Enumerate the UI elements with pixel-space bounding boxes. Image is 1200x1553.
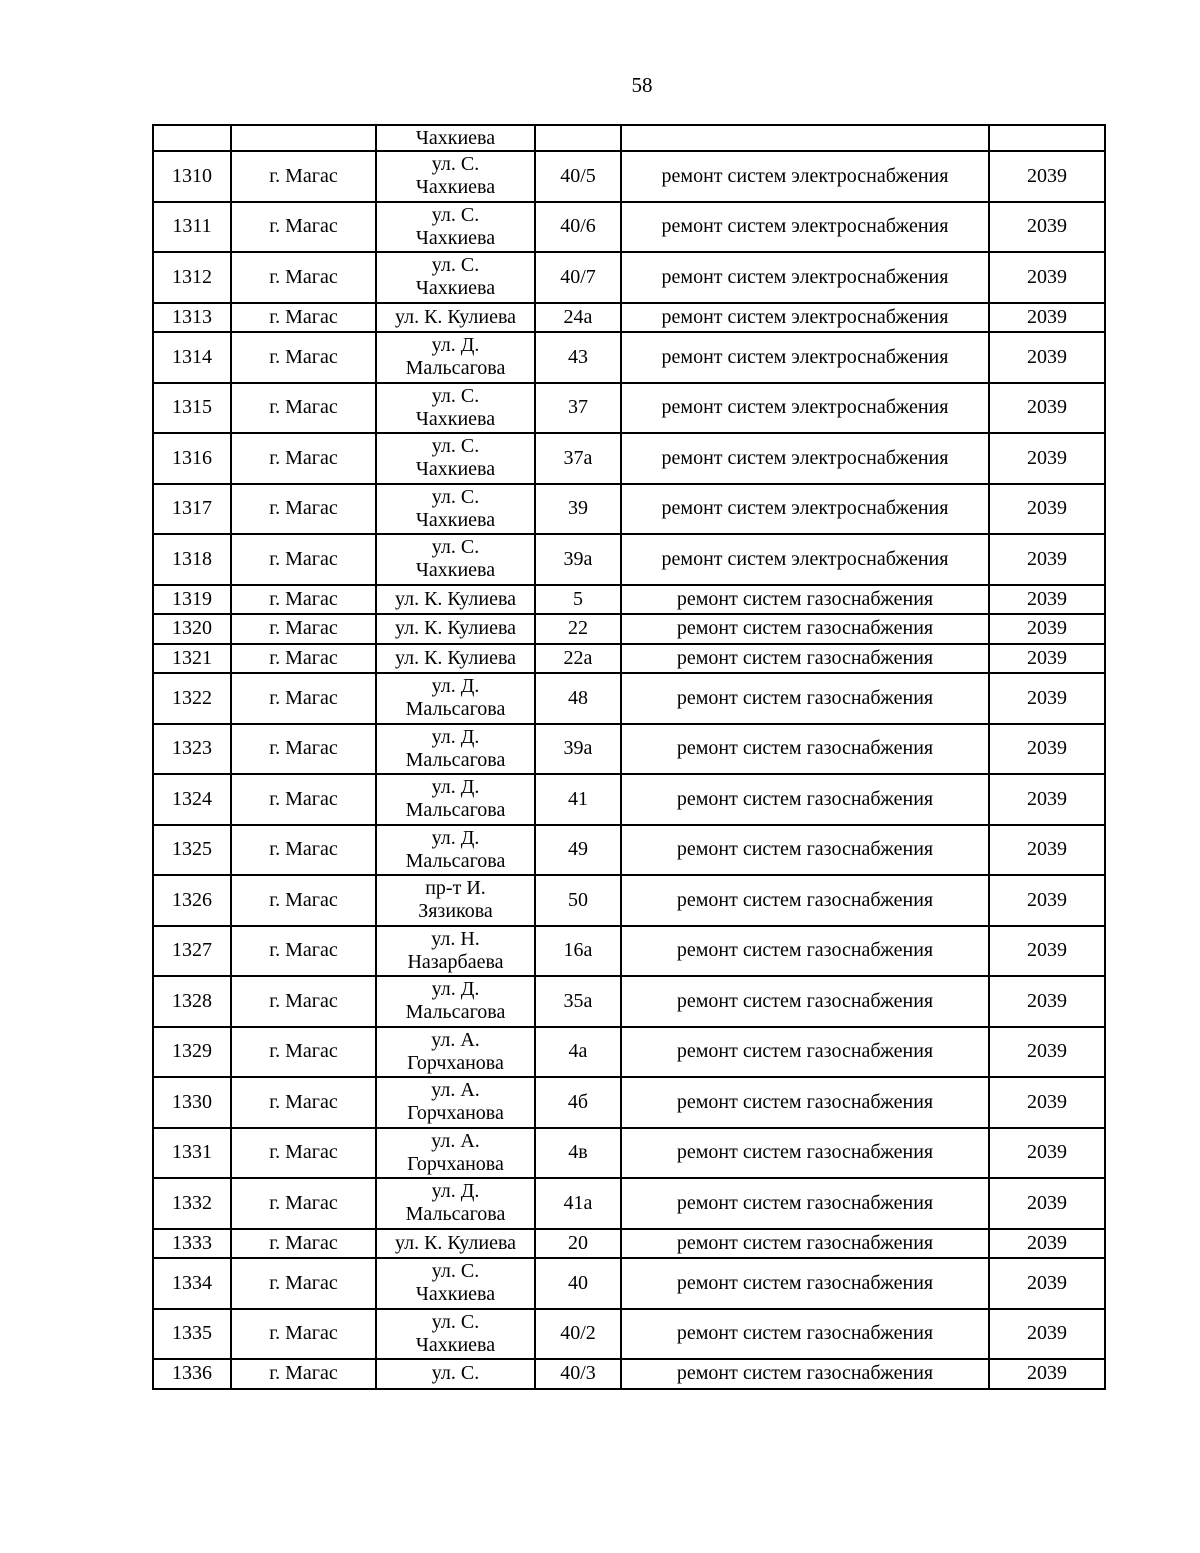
- page-number: 58: [631, 73, 653, 97]
- table-row: [153, 1229, 1105, 1259]
- street-line: ул. К. Кулиева: [394, 617, 516, 640]
- cell-house: 22: [535, 614, 621, 644]
- street-line: Зязикова: [418, 900, 493, 923]
- street-line: ул. С.: [431, 254, 480, 277]
- street-line: ул. С.: [431, 536, 480, 559]
- cell-street: [376, 383, 535, 434]
- cell-house: 49: [535, 825, 621, 876]
- street-line: ул. С.: [431, 153, 480, 176]
- table-row: [153, 976, 1105, 1027]
- street-line: пр-т И.: [425, 877, 486, 900]
- cell-work: ремонт систем газоснабжения: [621, 1077, 989, 1128]
- table-row: [153, 774, 1105, 825]
- table-row: [153, 1359, 1105, 1389]
- cell-number: 1318: [153, 534, 231, 585]
- cell-year: 2039: [989, 926, 1105, 977]
- table-row: [153, 644, 1105, 674]
- cell-city: г. Магас: [231, 614, 376, 644]
- cell-work: ремонт систем газоснабжения: [621, 825, 989, 876]
- cell-city: г. Магас: [231, 1077, 376, 1128]
- cell-number: 1329: [153, 1027, 231, 1078]
- cell-street: [376, 534, 535, 585]
- cell-street: [376, 1077, 535, 1128]
- cell-city: г. Магас: [231, 976, 376, 1027]
- cell-street: [376, 875, 535, 926]
- cell-number: 1310: [153, 151, 231, 202]
- cell-number: 1324: [153, 774, 231, 825]
- street-line: Чахкиева: [415, 1283, 496, 1306]
- cell-work: ремонт систем газоснабжения: [621, 1359, 989, 1389]
- cell-city: г. Магас: [231, 1359, 376, 1389]
- cell-house: 50: [535, 875, 621, 926]
- street-line: ул. С.: [431, 384, 480, 407]
- table-row: [153, 484, 1105, 535]
- street-line: ул. Д.: [431, 725, 480, 748]
- street-line: Чахкиева: [415, 226, 496, 249]
- cell-year: 2039: [989, 433, 1105, 484]
- cell-year: 2039: [989, 534, 1105, 585]
- cell-house: 39а: [535, 724, 621, 775]
- cell-house: 4а: [535, 1027, 621, 1078]
- cell-year: 2039: [989, 1077, 1105, 1128]
- cell-house: 20: [535, 1229, 621, 1259]
- street-line: ул. К. Кулиева: [394, 646, 516, 669]
- cell-street: [376, 976, 535, 1027]
- cell-number: [153, 125, 231, 151]
- cell-street: [376, 1309, 535, 1360]
- cell-street: [376, 1258, 535, 1309]
- cell-work: ремонт систем электроснабжения: [621, 252, 989, 303]
- cell-work: ремонт систем газоснабжения: [621, 1027, 989, 1078]
- cell-street: [376, 1128, 535, 1179]
- cell-work: ремонт систем газоснабжения: [621, 1309, 989, 1360]
- cell-year: 2039: [989, 202, 1105, 253]
- cell-year: 2039: [989, 976, 1105, 1027]
- cell-house: 41а: [535, 1178, 621, 1229]
- cell-house: 37: [535, 383, 621, 434]
- cell-work: ремонт систем электроснабжения: [621, 383, 989, 434]
- street-line: ул. С.: [431, 1260, 480, 1283]
- cell-work: ремонт систем газоснабжения: [621, 1229, 989, 1259]
- cell-street: [376, 585, 535, 615]
- cell-city: г. Магас: [231, 644, 376, 674]
- cell-street: [376, 151, 535, 202]
- cell-work: ремонт систем газоснабжения: [621, 976, 989, 1027]
- table-row: [153, 151, 1105, 202]
- table-row: [153, 383, 1105, 434]
- table-row: [153, 303, 1105, 333]
- street-line: ул. С.: [431, 435, 480, 458]
- cell-work: ремонт систем газоснабжения: [621, 774, 989, 825]
- cell-year: 2039: [989, 614, 1105, 644]
- cell-number: 1322: [153, 673, 231, 724]
- cell-number: 1320: [153, 614, 231, 644]
- table-row: [153, 614, 1105, 644]
- table-row: [153, 1128, 1105, 1179]
- cell-work: ремонт систем электроснабжения: [621, 202, 989, 253]
- cell-number: 1313: [153, 303, 231, 333]
- table-row: [153, 875, 1105, 926]
- cell-work: ремонт систем газоснабжения: [621, 1258, 989, 1309]
- cell-work: ремонт систем газоснабжения: [621, 724, 989, 775]
- cell-city: г. Магас: [231, 484, 376, 535]
- street-line: ул. Д.: [431, 334, 480, 357]
- street-line: ул. К. Кулиева: [394, 305, 516, 328]
- cell-house: 40/3: [535, 1359, 621, 1389]
- street-line: Чахкиева: [415, 407, 496, 430]
- cell-city: г. Магас: [231, 332, 376, 383]
- cell-city: [231, 125, 376, 151]
- cell-city: г. Магас: [231, 875, 376, 926]
- street-line: ул. Д.: [431, 1180, 480, 1203]
- cell-number: 1327: [153, 926, 231, 977]
- cell-house: 40/2: [535, 1309, 621, 1360]
- cell-street: [376, 825, 535, 876]
- cell-house: 24а: [535, 303, 621, 333]
- cell-house: 43: [535, 332, 621, 383]
- cell-street: [376, 433, 535, 484]
- street-line: ул. С.: [431, 1310, 480, 1333]
- cell-house: 40/6: [535, 202, 621, 253]
- cell-city: г. Магас: [231, 724, 376, 775]
- table-row-continued: [153, 125, 1105, 151]
- cell-number: 1314: [153, 332, 231, 383]
- cell-number: 1312: [153, 252, 231, 303]
- table-row: [153, 534, 1105, 585]
- cell-street: Чахкиева: [376, 125, 535, 151]
- cell-street: [376, 252, 535, 303]
- cell-street: [376, 332, 535, 383]
- cell-number: 1330: [153, 1077, 231, 1128]
- cell-street: [376, 202, 535, 253]
- cell-work: ремонт систем газоснабжения: [621, 585, 989, 615]
- cell-year: 2039: [989, 673, 1105, 724]
- cell-street: [376, 1229, 535, 1259]
- cell-work: ремонт систем газоснабжения: [621, 614, 989, 644]
- cell-street: [376, 1359, 535, 1389]
- cell-city: г. Магас: [231, 303, 376, 333]
- table-row: [153, 202, 1105, 253]
- street-line: ул. Н.: [431, 927, 480, 950]
- cell-city: г. Магас: [231, 1128, 376, 1179]
- street-line: ул. К. Кулиева: [394, 1231, 516, 1254]
- cell-city: г. Магас: [231, 1178, 376, 1229]
- cell-street: [376, 644, 535, 674]
- cell-work: ремонт систем газоснабжения: [621, 644, 989, 674]
- cell-city: г. Магас: [231, 825, 376, 876]
- cell-work: ремонт систем электроснабжения: [621, 534, 989, 585]
- cell-street: [376, 1178, 535, 1229]
- cell-number: 1328: [153, 976, 231, 1027]
- street-line: Мальсагова: [405, 698, 506, 721]
- street-line: Мальсагова: [405, 799, 506, 822]
- cell-city: г. Магас: [231, 534, 376, 585]
- cell-street: [376, 774, 535, 825]
- street-line: ул. С.: [431, 203, 480, 226]
- cell-city: г. Магас: [231, 774, 376, 825]
- table-row: [153, 1027, 1105, 1078]
- street-line: ул. А.: [431, 1079, 480, 1102]
- cell-city: г. Магас: [231, 1027, 376, 1078]
- cell-house: 41: [535, 774, 621, 825]
- cell-city: г. Магас: [231, 673, 376, 724]
- cell-number: 1336: [153, 1359, 231, 1389]
- cell-work: ремонт систем газоснабжения: [621, 926, 989, 977]
- street-line: Назарбаева: [407, 950, 504, 973]
- cell-work: ремонт систем электроснабжения: [621, 484, 989, 535]
- cell-year: 2039: [989, 1359, 1105, 1389]
- cell-year: 2039: [989, 484, 1105, 535]
- cell-number: 1333: [153, 1229, 231, 1259]
- cell-house: 16а: [535, 926, 621, 977]
- street-line: Чахкиева: [415, 176, 496, 199]
- cell-work: [621, 125, 989, 151]
- table-body: [153, 125, 1105, 1389]
- cell-house: 35а: [535, 976, 621, 1027]
- cell-house: [535, 125, 621, 151]
- table-row: [153, 252, 1105, 303]
- cell-number: 1319: [153, 585, 231, 615]
- cell-work: ремонт систем газоснабжения: [621, 1178, 989, 1229]
- cell-year: 2039: [989, 303, 1105, 333]
- cell-year: 2039: [989, 825, 1105, 876]
- street-line: ул. С.: [431, 485, 480, 508]
- cell-street: [376, 303, 535, 333]
- street-line: ул. К. Кулиева: [394, 587, 516, 610]
- cell-city: г. Магас: [231, 252, 376, 303]
- cell-year: 2039: [989, 1128, 1105, 1179]
- cell-year: 2039: [989, 1229, 1105, 1259]
- cell-number: 1321: [153, 644, 231, 674]
- cell-year: 2039: [989, 1309, 1105, 1360]
- cell-number: 1316: [153, 433, 231, 484]
- street-line: ул. А.: [431, 1028, 480, 1051]
- cell-work: ремонт систем электроснабжения: [621, 433, 989, 484]
- cell-number: 1335: [153, 1309, 231, 1360]
- street-line: Мальсагова: [405, 849, 506, 872]
- street-line: Чахкиева: [415, 508, 496, 531]
- cell-work: ремонт систем газоснабжения: [621, 1128, 989, 1179]
- cell-house: 40: [535, 1258, 621, 1309]
- cell-city: г. Магас: [231, 433, 376, 484]
- cell-street: [376, 484, 535, 535]
- cell-year: 2039: [989, 383, 1105, 434]
- street-line: Чахкиева: [415, 277, 496, 300]
- cell-year: 2039: [989, 151, 1105, 202]
- cell-number: 1315: [153, 383, 231, 434]
- cell-number: 1323: [153, 724, 231, 775]
- table-row: [153, 433, 1105, 484]
- cell-street: [376, 926, 535, 977]
- cell-year: 2039: [989, 252, 1105, 303]
- cell-city: г. Магас: [231, 383, 376, 434]
- cell-city: г. Магас: [231, 202, 376, 253]
- cell-number: 1326: [153, 875, 231, 926]
- cell-house: 4б: [535, 1077, 621, 1128]
- street-line: ул. Д.: [431, 776, 480, 799]
- cell-work: ремонт систем электроснабжения: [621, 151, 989, 202]
- cell-city: г. Магас: [231, 1258, 376, 1309]
- repair-register-table: [152, 124, 1106, 1390]
- cell-year: 2039: [989, 332, 1105, 383]
- street-line: ул. Д.: [431, 826, 480, 849]
- street-line: ул. Д.: [431, 675, 480, 698]
- cell-city: г. Магас: [231, 1229, 376, 1259]
- street-line: Мальсагова: [405, 1203, 506, 1226]
- cell-year: 2039: [989, 1178, 1105, 1229]
- street-line: Горчханова: [407, 1051, 504, 1074]
- cell-number: 1311: [153, 202, 231, 253]
- cell-number: 1317: [153, 484, 231, 535]
- cell-year: 2039: [989, 875, 1105, 926]
- cell-street: [376, 673, 535, 724]
- street-line: Мальсагова: [405, 357, 506, 380]
- cell-year: 2039: [989, 644, 1105, 674]
- cell-house: 5: [535, 585, 621, 615]
- table-row: [153, 1178, 1105, 1229]
- cell-city: г. Магас: [231, 1309, 376, 1360]
- table-row: [153, 1258, 1105, 1309]
- cell-house: 39: [535, 484, 621, 535]
- table-row: [153, 825, 1105, 876]
- cell-house: 40/7: [535, 252, 621, 303]
- cell-house: 40/5: [535, 151, 621, 202]
- street-line: ул. Д.: [431, 978, 480, 1001]
- table-row: [153, 585, 1105, 615]
- street-line: Чахкиева: [415, 458, 496, 481]
- street-line: Горчханова: [407, 1152, 504, 1175]
- table-row: [153, 1077, 1105, 1128]
- cell-work: ремонт систем электроснабжения: [621, 332, 989, 383]
- cell-house: 22а: [535, 644, 621, 674]
- cell-year: 2039: [989, 585, 1105, 615]
- cell-work: ремонт систем электроснабжения: [621, 303, 989, 333]
- table-row: [153, 1309, 1105, 1360]
- cell-house: 4в: [535, 1128, 621, 1179]
- street-line: Чахкиева: [415, 559, 496, 582]
- cell-number: 1334: [153, 1258, 231, 1309]
- cell-city: г. Магас: [231, 151, 376, 202]
- street-line: Горчханова: [407, 1102, 504, 1125]
- street-line: Мальсагова: [405, 1001, 506, 1024]
- cell-year: 2039: [989, 1027, 1105, 1078]
- cell-street: [376, 614, 535, 644]
- cell-work: ремонт систем газоснабжения: [621, 673, 989, 724]
- cell-house: 37а: [535, 433, 621, 484]
- cell-city: г. Магас: [231, 585, 376, 615]
- cell-number: 1325: [153, 825, 231, 876]
- table-row: [153, 724, 1105, 775]
- cell-house: 39а: [535, 534, 621, 585]
- cell-year: [989, 125, 1105, 151]
- cell-street: [376, 724, 535, 775]
- street-line: Мальсагова: [405, 748, 506, 771]
- cell-street: [376, 1027, 535, 1078]
- cell-number: 1332: [153, 1178, 231, 1229]
- cell-year: 2039: [989, 1258, 1105, 1309]
- table-row: [153, 926, 1105, 977]
- table-row: [153, 673, 1105, 724]
- table-row: [153, 332, 1105, 383]
- cell-year: 2039: [989, 724, 1105, 775]
- cell-number: 1331: [153, 1128, 231, 1179]
- cell-work: ремонт систем газоснабжения: [621, 875, 989, 926]
- street-line: ул. С.: [431, 1362, 480, 1385]
- cell-house: 48: [535, 673, 621, 724]
- street-line: Чахкиева: [415, 1333, 496, 1356]
- cell-city: г. Магас: [231, 926, 376, 977]
- street-line: ул. А.: [431, 1129, 480, 1152]
- cell-year: 2039: [989, 774, 1105, 825]
